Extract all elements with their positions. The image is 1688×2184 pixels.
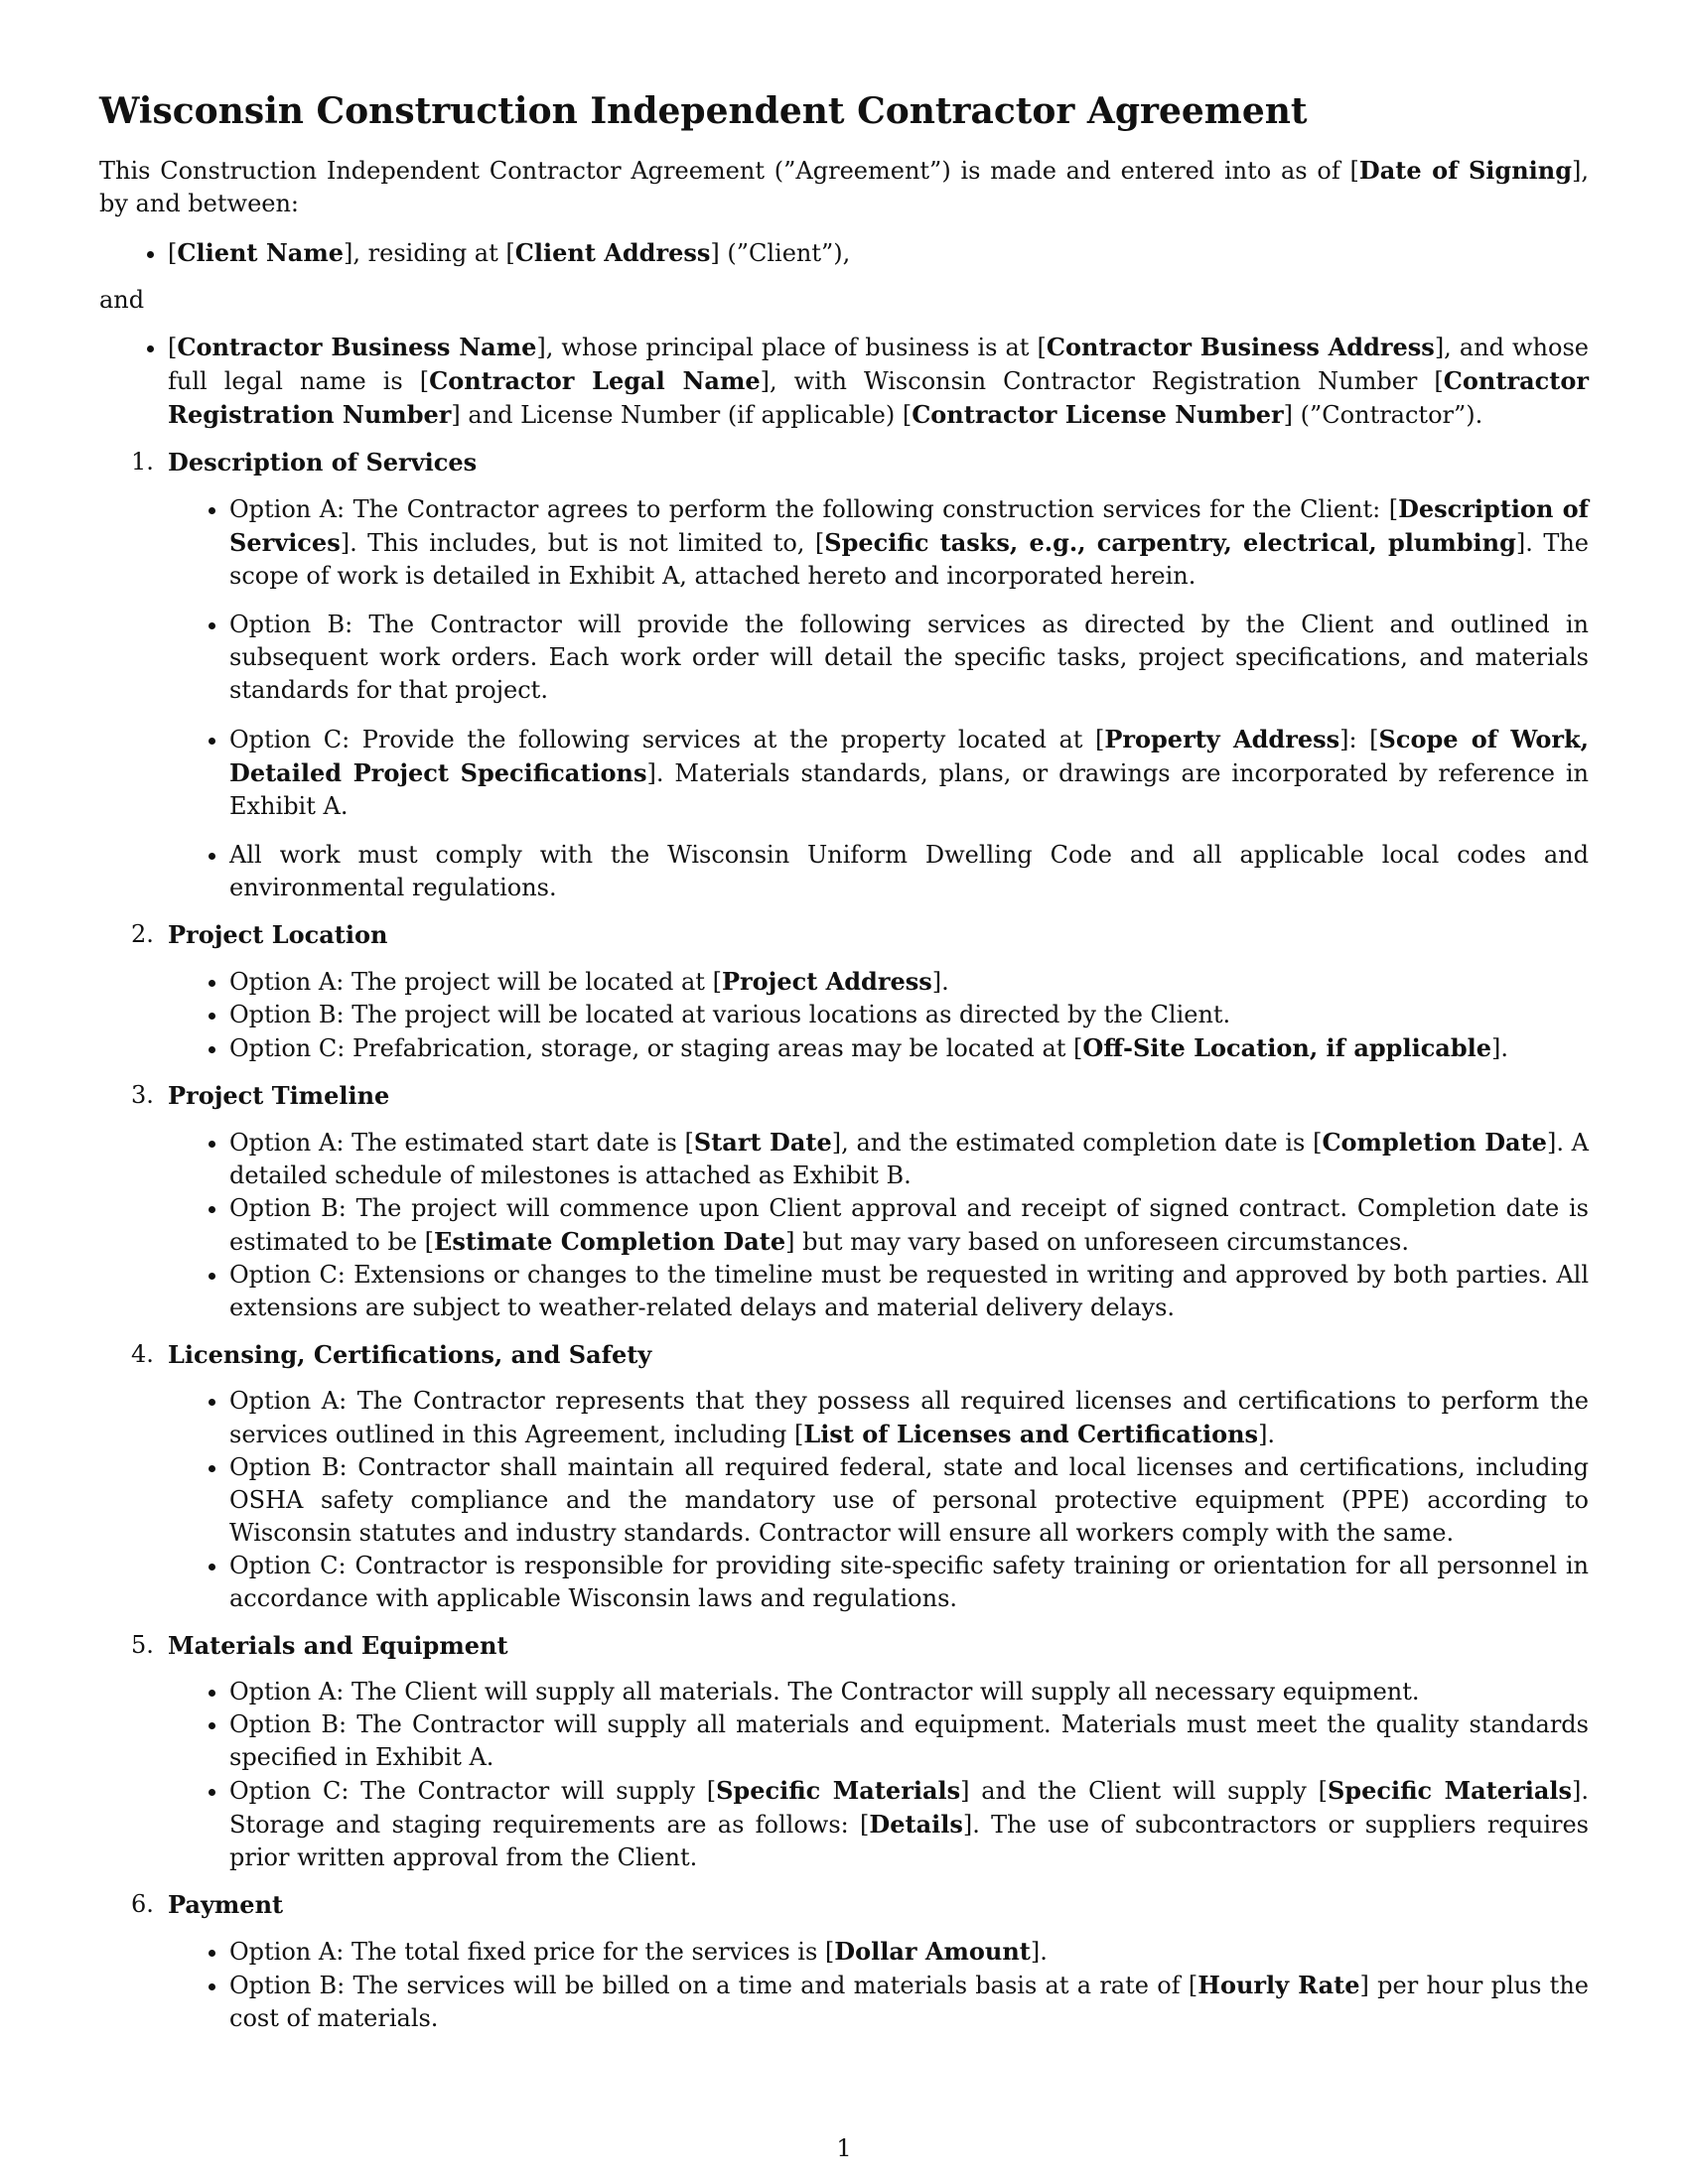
text: Option A: The project will be located at [ [229, 968, 722, 996]
placeholder: Completion Date [1322, 1128, 1547, 1157]
text: ] per hour plus the cost of materials. [229, 1972, 1589, 2032]
option-b: • Option B: Contractor shall maintain all required federal, state and local licenses and certifications, including OSHA safety compliance and the mandatory use of personal protective equipment (PPE) according to Wisconsin statutes and industry standards. Contractor will ensure all workers comply with the same. [229, 1451, 1589, 1550]
section-materials-and-equipment [99, 1629, 1589, 1874]
section-project-location [99, 918, 1589, 1065]
placeholder: Project Address [721, 967, 932, 996]
client-name-placeholder: Client Name [177, 238, 345, 267]
section-title: Project Timeline [168, 1081, 390, 1110]
text: ]. [1491, 1034, 1509, 1062]
placeholder: Specific Materials [716, 1776, 961, 1805]
section-number: 6. [131, 1890, 154, 1918]
document-title: Wisconsin Construction Independent Contractor Agreement [99, 90, 1308, 132]
text: ]. A detailed schedule of milestones is attached as Exhibit B. [229, 1129, 1590, 1189]
placeholder: Specific tasks, e.g., carpentry, electrical, plumbing [824, 528, 1516, 557]
text: Option A: The Contractor agrees to perform the following construction services for the Client: [ [229, 495, 1399, 523]
contractor-business-name-placeholder: Contractor Business Name [177, 333, 537, 361]
placeholder: List of Licenses and Certifications [803, 1420, 1259, 1448]
section-title: Project Location [168, 920, 388, 949]
option-c [229, 1031, 1589, 1065]
compliance-note: • All work must comply with the Wisconsin Uniform Dwelling Code and all applicable local codes and environmental regulations. [229, 839, 1589, 904]
option-b: • Option B: The Contractor will provide the following services as directed by the Client and outlined in subsequent work orders. Each work order will detail the specific tasks, project specifications, and materials standards for that project. [229, 609, 1589, 707]
section-payment [99, 1888, 1589, 2035]
option-b: • Option B: The Contractor will supply all materials and equipment. Materials must meet the quality standards specified in Exhibit A. [229, 1708, 1589, 1774]
text: Option C: Prefabrication, storage, or staging areas may be located at [ [229, 1034, 1083, 1062]
text: ], with Wisconsin Contractor Registration Number [ [760, 367, 1444, 395]
section-number: 4. [131, 1340, 154, 1368]
text: ]. Storage and staging requirements are as follows: [ [229, 1777, 1590, 1839]
option-a: • Option A: The Client will supply all materials. The Contractor will supply all necessary equipment. [229, 1676, 1589, 1708]
option-a [229, 965, 1589, 999]
placeholder: Hourly Rate [1197, 1971, 1360, 1999]
text: ]. [1030, 1938, 1048, 1966]
options-list [168, 965, 1589, 1065]
placeholder: Start Date [693, 1128, 832, 1157]
placeholder: Dollar Amount [834, 1937, 1031, 1966]
section-description-of-services [99, 446, 1589, 904]
contractor-registration-number-placeholder: Contractor Registration Number [168, 366, 1589, 429]
text: Option A: The total fixed price for the services is [ [229, 1938, 835, 1966]
section-title: Materials and Equipment [168, 1631, 508, 1660]
text: [ [168, 334, 178, 361]
placeholder: Description of Services [229, 494, 1589, 557]
client-address-placeholder: Client Address [514, 238, 711, 267]
placeholder: Details [869, 1810, 963, 1839]
text: ]: [ [1339, 726, 1379, 753]
contractor-license-number-placeholder: Contractor License Number [912, 400, 1284, 429]
text: ], and whose full legal name is [ [168, 334, 1589, 395]
text: ]. [1258, 1421, 1276, 1448]
text: ] and the Client will supply [ [960, 1777, 1328, 1805]
text: ], whose principal place of business is at [ [536, 334, 1047, 361]
option-c: • Option C: Extensions or changes to the timeline must be requested in writing and approved by both parties. All extensions are subject to weather-related delays and material delivery delays. [229, 1259, 1589, 1324]
option-a [229, 1126, 1589, 1192]
option-a [229, 492, 1589, 593]
option-a [229, 1385, 1589, 1451]
client-party-list [99, 236, 1589, 270]
section-licensing-certifications-safety [99, 1338, 1589, 1615]
text: Option B: The project will commence upon Client approval and receipt of signed contract. Completion date is estimated to be [ [229, 1194, 1589, 1256]
placeholder: Scope of Work, Detailed Project Specifications [229, 725, 1589, 787]
options-list [168, 1385, 1589, 1615]
document-page [99, 79, 1589, 2049]
contractor-legal-name-placeholder: Contractor Legal Name [429, 366, 761, 395]
date-of-signing-placeholder: Date of Signing [1358, 156, 1572, 185]
option-a [229, 1935, 1589, 1969]
and-connector: and [99, 286, 145, 314]
placeholder: Off-Site Location, if applicable [1082, 1033, 1492, 1062]
option-c: • Option C: Contractor is responsible for providing site-specific safety training or orientation for all personnel in accordance with applicable Wisconsin laws and regulations. [229, 1550, 1589, 1615]
text: ]. [931, 968, 949, 996]
option-b [229, 1969, 1589, 2035]
options-list [168, 1935, 1589, 2035]
options-list [168, 1676, 1589, 1874]
option-c [229, 1774, 1589, 1874]
text: Option C: Provide the following services at the property located at [ [229, 726, 1105, 753]
section-number: 1. [131, 448, 154, 476]
section-number: 5. [131, 1631, 154, 1659]
section-title: Description of Services [168, 448, 478, 477]
client-party [168, 236, 1589, 270]
contractor-business-address-placeholder: Contractor Business Address [1046, 333, 1435, 361]
text: Option A: The Contractor represents that they possess all required licenses and certifications to perform the services outlined in this Agreement, including [ [229, 1387, 1589, 1448]
placeholder: Property Address [1104, 725, 1340, 753]
option-b: • Option B: The project will be located at various locations as directed by the Client. [229, 999, 1589, 1031]
section-title: Payment [168, 1890, 284, 1919]
section-number: 3. [131, 1081, 154, 1109]
contractor-party-list [99, 331, 1589, 432]
placeholder: Specific Materials [1327, 1776, 1573, 1805]
text: ] (”Client”), [710, 239, 851, 267]
text: ]. Materials standards, plans, or drawings are incorporated by reference in Exhibit A. [229, 759, 1589, 820]
text: ] but may vary based on unforeseen circumstances. [785, 1228, 1409, 1256]
text: Option C: The Contractor will supply [ [229, 1777, 717, 1805]
section-project-timeline [99, 1079, 1589, 1324]
intro-text: ], by and between: [99, 157, 1589, 217]
sections-list [99, 446, 1589, 2035]
intro-text: This Construction Independent Contractor Agreement (”Agreement”) is made and entered into as of [ [99, 157, 1359, 185]
text: ], residing at [ [344, 239, 515, 267]
text: ], and the estimated completion date is [ [831, 1129, 1323, 1157]
option-b [229, 1192, 1589, 1259]
text: [ [168, 239, 178, 267]
options-list [168, 492, 1589, 904]
section-number: 2. [131, 920, 154, 948]
text: Option A: The estimated start date is [ [229, 1129, 694, 1157]
text: ] (”Contractor”). [1283, 401, 1483, 429]
option-c [229, 723, 1589, 823]
text: ]. This includes, but is not limited to, [ [340, 529, 825, 557]
section-title: Licensing, Certifications, and Safety [168, 1340, 652, 1369]
page-number: 1 [836, 2134, 852, 2162]
options-list [168, 1126, 1589, 1324]
text: ] and License Number (if applicable) [ [451, 401, 913, 429]
text: Option B: The services will be billed on a time and materials basis at a rate of [ [229, 1972, 1198, 1999]
contractor-party [168, 331, 1589, 432]
intro-paragraph [99, 154, 1589, 220]
placeholder: Estimate Completion Date [434, 1227, 786, 1256]
text: ]. The scope of work is detailed in Exhibit A, attached hereto and incorporated herein. [229, 529, 1589, 590]
text: ]. The use of subcontractors or suppliers requires prior written approval from the Client. [229, 1811, 1589, 1871]
